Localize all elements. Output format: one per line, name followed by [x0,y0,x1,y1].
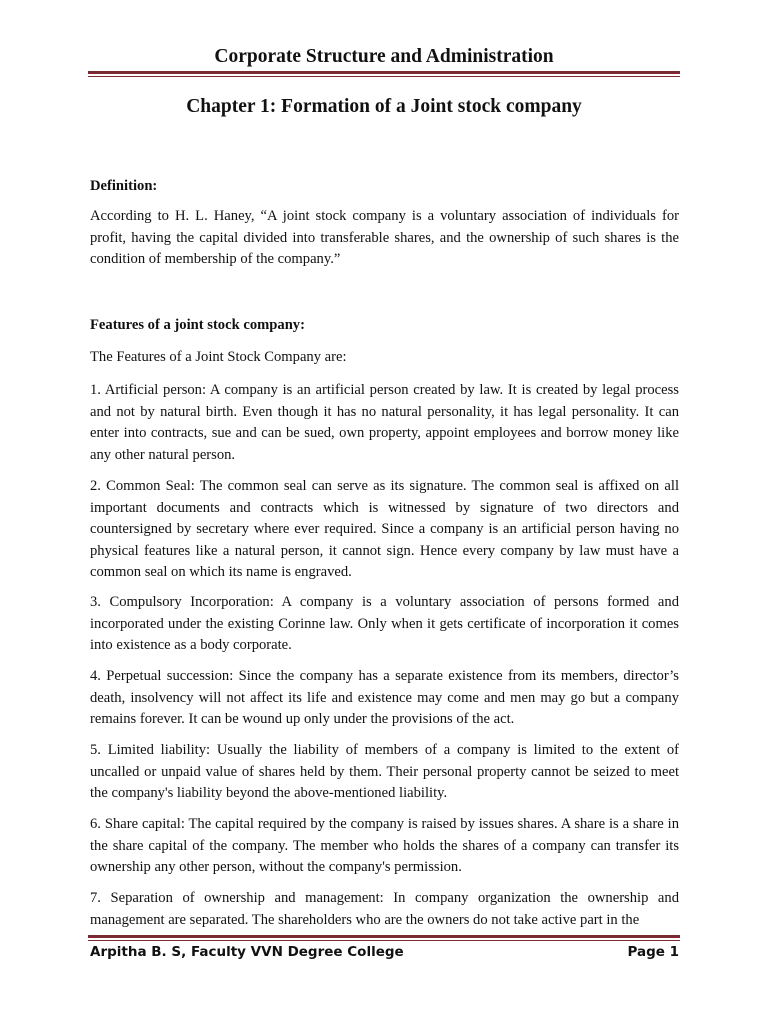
definition-heading: Definition: [90,178,158,194]
feature-item-share-capital: 6. Share capital: The capital required by the company is raised by issues shares. A share is a share in the share capital of the company. The member who holds the shares of a company can transfer its ownership any other person, without the company's permission. [90,816,679,875]
features-intro: The Features of a Joint Stock Company are: [90,349,347,365]
definition-text: According to H. L. Haney, “A joint stock company is a voluntary association of individuals for profit, having the capital divided into transferable shares, and the ownership of such shares is the condition of membership of the company.” [90,208,679,267]
footer-rule [88,935,680,941]
header-rule-thick [88,71,680,74]
features-heading: Features of a joint stock company: [90,317,305,333]
footer-author: Arpitha B. S, Faculty VVN Degree College [90,944,404,960]
feature-item-perpetual-succession: 4. Perpetual succession: Since the company has a separate existence from its members, director’s death, insolvency will not affect its life and existence may come and men may go but a company remains forever. It can be wound up only under the provisions of the act. [90,668,679,727]
feature-item-common-seal: 2. Common Seal: The common seal can serve as its signature. The common seal is affixed on all important documents and contracts which is witnessed by signature of two directors and countersigned by secretary where ever required. Since a company is an artificial person having no physical features like a natural person, it cannot sign. Hence every company by law must have a common seal on which its name is engraved. [90,478,679,580]
page-header-title: Corporate Structure and Administration [214,46,554,67]
feature-item-artificial-person: 1. Artificial person: A company is an artificial person created by law. It is created by legal process and not by natural birth. Even though it has no natural personality, it has legal personality. It can enter into contracts, sue and can be sued, own property, appoint employees and borrow money like any other natural person. [90,382,679,463]
footer-rule-thin [88,940,680,941]
header-rule [88,71,680,77]
page-number: Page 1 [627,944,679,960]
feature-item-separation: 7. Separation of ownership and management: In company organization the ownership and management are separated. The shareholders who are the owners do not take active part in the [90,890,679,928]
chapter-title: Chapter 1: Formation of a Joint stock company [186,96,582,117]
header-rule-thin [88,76,680,77]
feature-item-compulsory-incorporation: 3. Compulsory Incorporation: A company is a voluntary association of persons formed and incorporated under the existing Corinne law. Only when it gets certificate of incorporation it comes into existence as a body corporate. [90,594,679,653]
feature-item-limited-liability: 5. Limited liability: Usually the liability of members of a company is limited to the extent of uncalled or unpaid value of shares held by them. Their personal property cannot be seized to meet the company's liability beyond the above-mentioned liability. [90,742,679,801]
footer-rule-thick [88,935,680,938]
